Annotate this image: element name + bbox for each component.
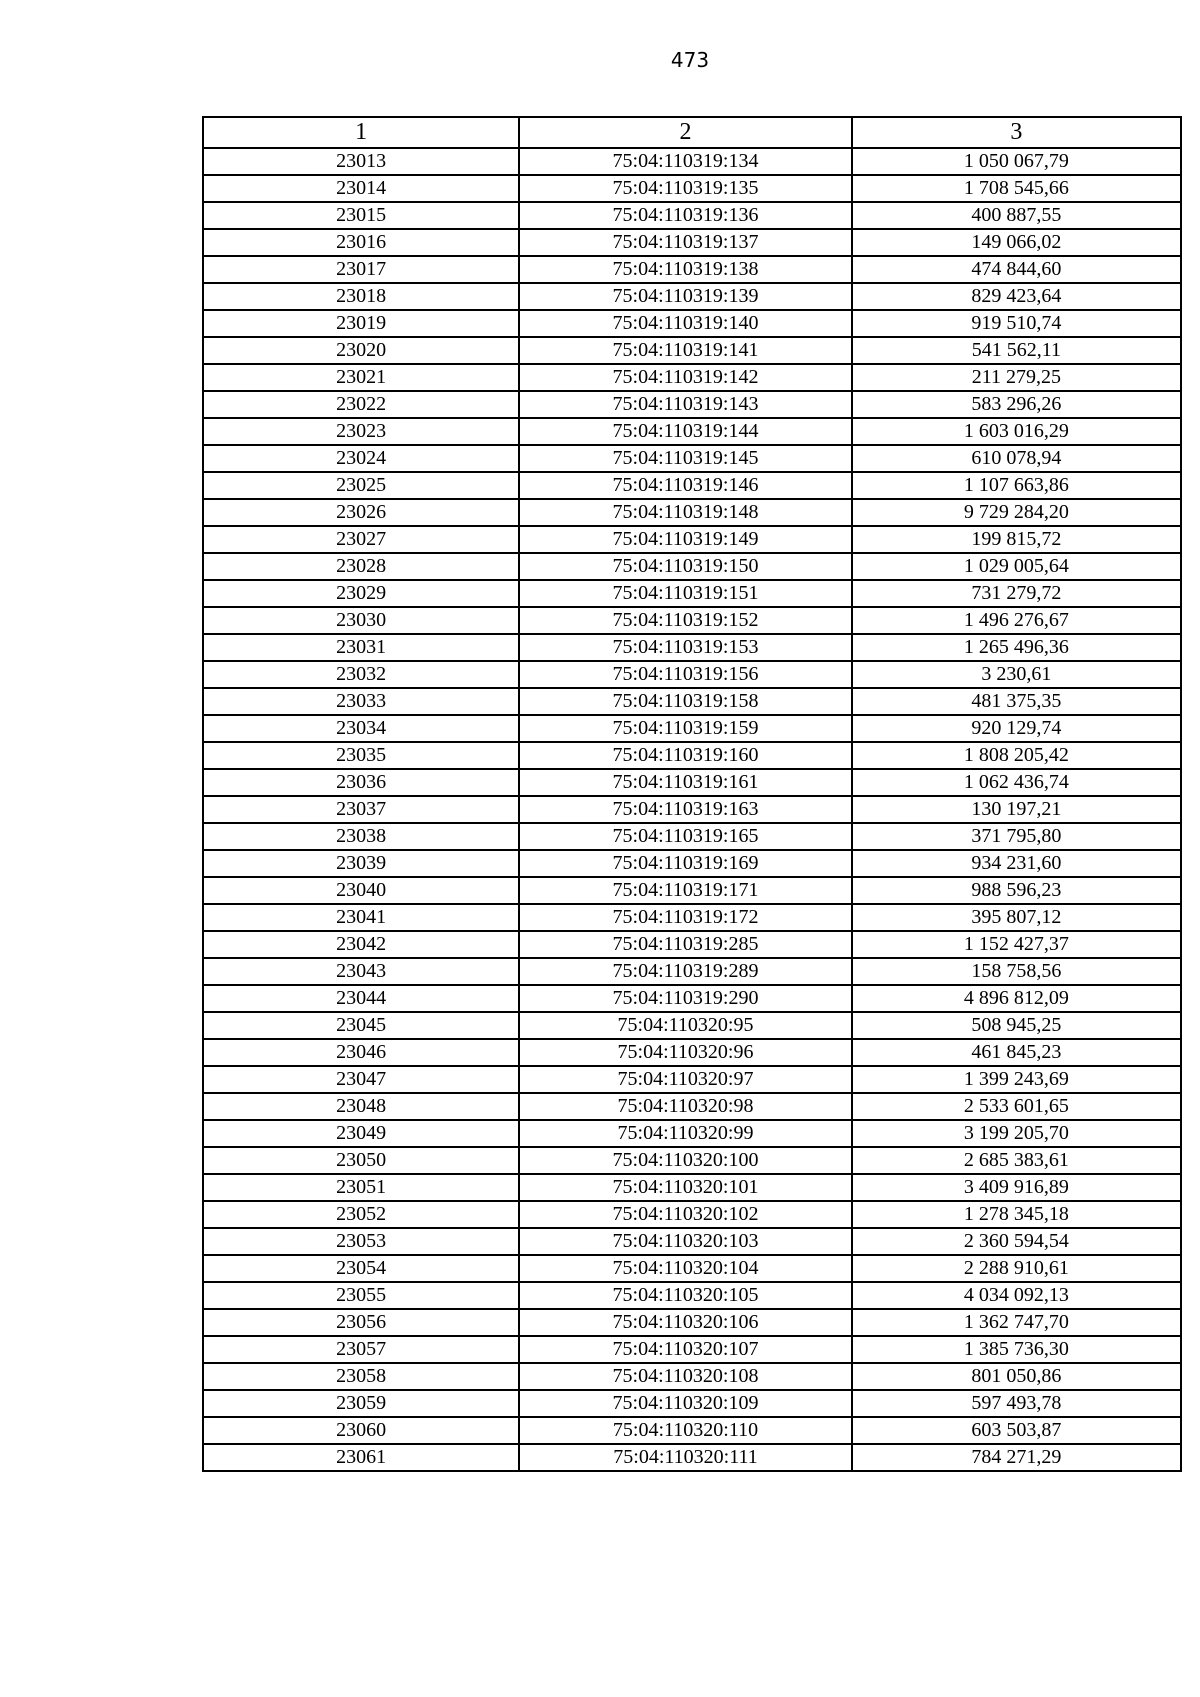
table-row [203, 148, 1181, 175]
table-row [203, 1255, 1181, 1282]
value-cell: 603 503,87 [852, 1417, 1181, 1444]
value-cell: 508 945,25 [852, 1012, 1181, 1039]
cadastral-number-cell: 75:04:110319:140 [519, 310, 851, 337]
page-number: 473 [670, 48, 710, 72]
table-row [203, 202, 1181, 229]
value-cell: 1 029 005,64 [852, 553, 1181, 580]
row-number-cell: 23036 [203, 769, 519, 796]
column-header-2: 2 [519, 117, 851, 148]
value-cell: 158 758,56 [852, 958, 1181, 985]
table-row [203, 364, 1181, 391]
value-cell: 149 066,02 [852, 229, 1181, 256]
cadastral-number-cell: 75:04:110319:134 [519, 148, 851, 175]
value-cell: 1 152 427,37 [852, 931, 1181, 958]
row-number-cell: 23022 [203, 391, 519, 418]
value-cell: 784 271,29 [852, 1444, 1181, 1471]
value-cell: 4 034 092,13 [852, 1282, 1181, 1309]
cadastral-number-cell: 75:04:110320:101 [519, 1174, 851, 1201]
table-row [203, 958, 1181, 985]
row-number-cell: 23039 [203, 850, 519, 877]
table-row [203, 229, 1181, 256]
cadastral-number-cell: 75:04:110320:98 [519, 1093, 851, 1120]
value-cell: 541 562,11 [852, 337, 1181, 364]
cadastral-number-cell: 75:04:110319:150 [519, 553, 851, 580]
table-body [203, 148, 1181, 1471]
row-number-cell: 23049 [203, 1120, 519, 1147]
row-number-cell: 23029 [203, 580, 519, 607]
value-cell: 474 844,60 [852, 256, 1181, 283]
table-row [203, 391, 1181, 418]
value-cell: 3 199 205,70 [852, 1120, 1181, 1147]
value-cell: 2 685 383,61 [852, 1147, 1181, 1174]
table-row [203, 337, 1181, 364]
row-number-cell: 23043 [203, 958, 519, 985]
value-cell: 597 493,78 [852, 1390, 1181, 1417]
cadastral-number-cell: 75:04:110319:146 [519, 472, 851, 499]
value-cell: 461 845,23 [852, 1039, 1181, 1066]
cadastral-number-cell: 75:04:110319:143 [519, 391, 851, 418]
value-cell: 130 197,21 [852, 796, 1181, 823]
cadastral-number-cell: 75:04:110320:103 [519, 1228, 851, 1255]
table-row [203, 310, 1181, 337]
row-number-cell: 23035 [203, 742, 519, 769]
cadastral-number-cell: 75:04:110319:163 [519, 796, 851, 823]
cadastral-number-cell: 75:04:110320:109 [519, 1390, 851, 1417]
value-cell: 199 815,72 [852, 526, 1181, 553]
value-cell: 1 385 736,30 [852, 1336, 1181, 1363]
row-number-cell: 23061 [203, 1444, 519, 1471]
table-row [203, 742, 1181, 769]
row-number-cell: 23045 [203, 1012, 519, 1039]
row-number-cell: 23031 [203, 634, 519, 661]
row-number-cell: 23013 [203, 148, 519, 175]
row-number-cell: 23044 [203, 985, 519, 1012]
cadastral-number-cell: 75:04:110319:165 [519, 823, 851, 850]
row-number-cell: 23056 [203, 1309, 519, 1336]
cadastral-number-cell: 75:04:110319:148 [519, 499, 851, 526]
value-cell: 1 603 016,29 [852, 418, 1181, 445]
cadastral-number-cell: 75:04:110319:149 [519, 526, 851, 553]
cadastral-number-cell: 75:04:110319:169 [519, 850, 851, 877]
row-number-cell: 23018 [203, 283, 519, 310]
row-number-cell: 23040 [203, 877, 519, 904]
cadastral-number-cell: 75:04:110320:99 [519, 1120, 851, 1147]
value-cell: 9 729 284,20 [852, 499, 1181, 526]
value-cell: 2 360 594,54 [852, 1228, 1181, 1255]
value-cell: 919 510,74 [852, 310, 1181, 337]
cadastral-number-cell: 75:04:110319:171 [519, 877, 851, 904]
cadastral-number-cell: 75:04:110320:107 [519, 1336, 851, 1363]
cadastral-number-cell: 75:04:110319:153 [519, 634, 851, 661]
cadastral-number-cell: 75:04:110319:152 [519, 607, 851, 634]
cadastral-number-cell: 75:04:110319:135 [519, 175, 851, 202]
cadastral-number-cell: 75:04:110320:105 [519, 1282, 851, 1309]
row-number-cell: 23041 [203, 904, 519, 931]
value-cell: 1 708 545,66 [852, 175, 1181, 202]
table-row [203, 634, 1181, 661]
cadastral-number-cell: 75:04:110319:290 [519, 985, 851, 1012]
row-number-cell: 23028 [203, 553, 519, 580]
row-number-cell: 23055 [203, 1282, 519, 1309]
cadastral-number-cell: 75:04:110320:95 [519, 1012, 851, 1039]
cadastral-number-cell: 75:04:110320:106 [519, 1309, 851, 1336]
table-row [203, 823, 1181, 850]
value-cell: 801 050,86 [852, 1363, 1181, 1390]
table-row [203, 1039, 1181, 1066]
value-cell: 1 362 747,70 [852, 1309, 1181, 1336]
row-number-cell: 23020 [203, 337, 519, 364]
row-number-cell: 23023 [203, 418, 519, 445]
table-row [203, 256, 1181, 283]
row-number-cell: 23042 [203, 931, 519, 958]
value-cell: 829 423,64 [852, 283, 1181, 310]
value-cell: 1 265 496,36 [852, 634, 1181, 661]
value-cell: 3 409 916,89 [852, 1174, 1181, 1201]
table-row [203, 175, 1181, 202]
register-table [202, 116, 1182, 1472]
value-cell: 1 496 276,67 [852, 607, 1181, 634]
cadastral-number-cell: 75:04:110320:96 [519, 1039, 851, 1066]
row-number-cell: 23047 [203, 1066, 519, 1093]
row-number-cell: 23057 [203, 1336, 519, 1363]
table-row [203, 1174, 1181, 1201]
table-row [203, 769, 1181, 796]
value-cell: 1 808 205,42 [852, 742, 1181, 769]
table-row [203, 553, 1181, 580]
value-cell: 481 375,35 [852, 688, 1181, 715]
row-number-cell: 23050 [203, 1147, 519, 1174]
value-cell: 3 230,61 [852, 661, 1181, 688]
row-number-cell: 23037 [203, 796, 519, 823]
cadastral-number-cell: 75:04:110320:102 [519, 1201, 851, 1228]
cadastral-number-cell: 75:04:110320:104 [519, 1255, 851, 1282]
table-row [203, 904, 1181, 931]
cadastral-number-cell: 75:04:110319:161 [519, 769, 851, 796]
cadastral-number-cell: 75:04:110319:172 [519, 904, 851, 931]
table-row [203, 607, 1181, 634]
table-header [203, 117, 1181, 148]
table-row [203, 1390, 1181, 1417]
table-row [203, 418, 1181, 445]
table-row [203, 1336, 1181, 1363]
table-row [203, 1309, 1181, 1336]
table-row [203, 877, 1181, 904]
cadastral-number-cell: 75:04:110319:151 [519, 580, 851, 607]
row-number-cell: 23053 [203, 1228, 519, 1255]
cadastral-number-cell: 75:04:110319:285 [519, 931, 851, 958]
table-row [203, 661, 1181, 688]
row-number-cell: 23033 [203, 688, 519, 715]
row-number-cell: 23016 [203, 229, 519, 256]
cadastral-number-cell: 75:04:110319:136 [519, 202, 851, 229]
table-row [203, 796, 1181, 823]
table-row [203, 499, 1181, 526]
value-cell: 1 107 663,86 [852, 472, 1181, 499]
value-cell: 583 296,26 [852, 391, 1181, 418]
row-number-cell: 23060 [203, 1417, 519, 1444]
table-row [203, 526, 1181, 553]
value-cell: 400 887,55 [852, 202, 1181, 229]
row-number-cell: 23030 [203, 607, 519, 634]
row-number-cell: 23019 [203, 310, 519, 337]
row-number-cell: 23034 [203, 715, 519, 742]
table-row [203, 1444, 1181, 1471]
row-number-cell: 23048 [203, 1093, 519, 1120]
cadastral-number-cell: 75:04:110320:111 [519, 1444, 851, 1471]
table-row [203, 472, 1181, 499]
table-row [203, 1363, 1181, 1390]
row-number-cell: 23046 [203, 1039, 519, 1066]
header-row [203, 117, 1181, 148]
table-row [203, 1093, 1181, 1120]
value-cell: 4 896 812,09 [852, 985, 1181, 1012]
cadastral-number-cell: 75:04:110319:141 [519, 337, 851, 364]
table-row [203, 580, 1181, 607]
cadastral-number-cell: 75:04:110320:100 [519, 1147, 851, 1174]
value-cell: 395 807,12 [852, 904, 1181, 931]
table-row [203, 985, 1181, 1012]
row-number-cell: 23015 [203, 202, 519, 229]
table-row [203, 715, 1181, 742]
cadastral-number-cell: 75:04:110320:97 [519, 1066, 851, 1093]
value-cell: 1 278 345,18 [852, 1201, 1181, 1228]
cadastral-number-cell: 75:04:110319:142 [519, 364, 851, 391]
row-number-cell: 23017 [203, 256, 519, 283]
table-row [203, 1201, 1181, 1228]
cadastral-number-cell: 75:04:110319:139 [519, 283, 851, 310]
row-number-cell: 23025 [203, 472, 519, 499]
table-row [203, 850, 1181, 877]
row-number-cell: 23021 [203, 364, 519, 391]
table-row [203, 1120, 1181, 1147]
cadastral-number-cell: 75:04:110320:108 [519, 1363, 851, 1390]
cadastral-number-cell: 75:04:110319:156 [519, 661, 851, 688]
row-number-cell: 23038 [203, 823, 519, 850]
cadastral-number-cell: 75:04:110319:137 [519, 229, 851, 256]
cadastral-number-cell: 75:04:110319:158 [519, 688, 851, 715]
table-row [203, 1228, 1181, 1255]
cadastral-number-cell: 75:04:110320:110 [519, 1417, 851, 1444]
value-cell: 1 062 436,74 [852, 769, 1181, 796]
cadastral-number-cell: 75:04:110319:159 [519, 715, 851, 742]
table-row [203, 931, 1181, 958]
row-number-cell: 23052 [203, 1201, 519, 1228]
column-header-3: 3 [852, 117, 1181, 148]
row-number-cell: 23058 [203, 1363, 519, 1390]
table-row [203, 1012, 1181, 1039]
value-cell: 2 533 601,65 [852, 1093, 1181, 1120]
table-row [203, 688, 1181, 715]
cadastral-number-cell: 75:04:110319:145 [519, 445, 851, 472]
row-number-cell: 23054 [203, 1255, 519, 1282]
column-header-1: 1 [203, 117, 519, 148]
table-row [203, 283, 1181, 310]
value-cell: 2 288 910,61 [852, 1255, 1181, 1282]
table-row [203, 445, 1181, 472]
row-number-cell: 23027 [203, 526, 519, 553]
cadastral-number-cell: 75:04:110319:160 [519, 742, 851, 769]
value-cell: 920 129,74 [852, 715, 1181, 742]
cadastral-number-cell: 75:04:110319:289 [519, 958, 851, 985]
row-number-cell: 23014 [203, 175, 519, 202]
row-number-cell: 23051 [203, 1174, 519, 1201]
value-cell: 934 231,60 [852, 850, 1181, 877]
value-cell: 610 078,94 [852, 445, 1181, 472]
cadastral-number-cell: 75:04:110319:144 [519, 418, 851, 445]
row-number-cell: 23032 [203, 661, 519, 688]
value-cell: 731 279,72 [852, 580, 1181, 607]
table-row [203, 1066, 1181, 1093]
cadastral-number-cell: 75:04:110319:138 [519, 256, 851, 283]
row-number-cell: 23026 [203, 499, 519, 526]
row-number-cell: 23059 [203, 1390, 519, 1417]
table-row [203, 1417, 1181, 1444]
table-row [203, 1147, 1181, 1174]
value-cell: 988 596,23 [852, 877, 1181, 904]
row-number-cell: 23024 [203, 445, 519, 472]
value-cell: 211 279,25 [852, 364, 1181, 391]
value-cell: 1 399 243,69 [852, 1066, 1181, 1093]
value-cell: 1 050 067,79 [852, 148, 1181, 175]
value-cell: 371 795,80 [852, 823, 1181, 850]
table-row [203, 1282, 1181, 1309]
